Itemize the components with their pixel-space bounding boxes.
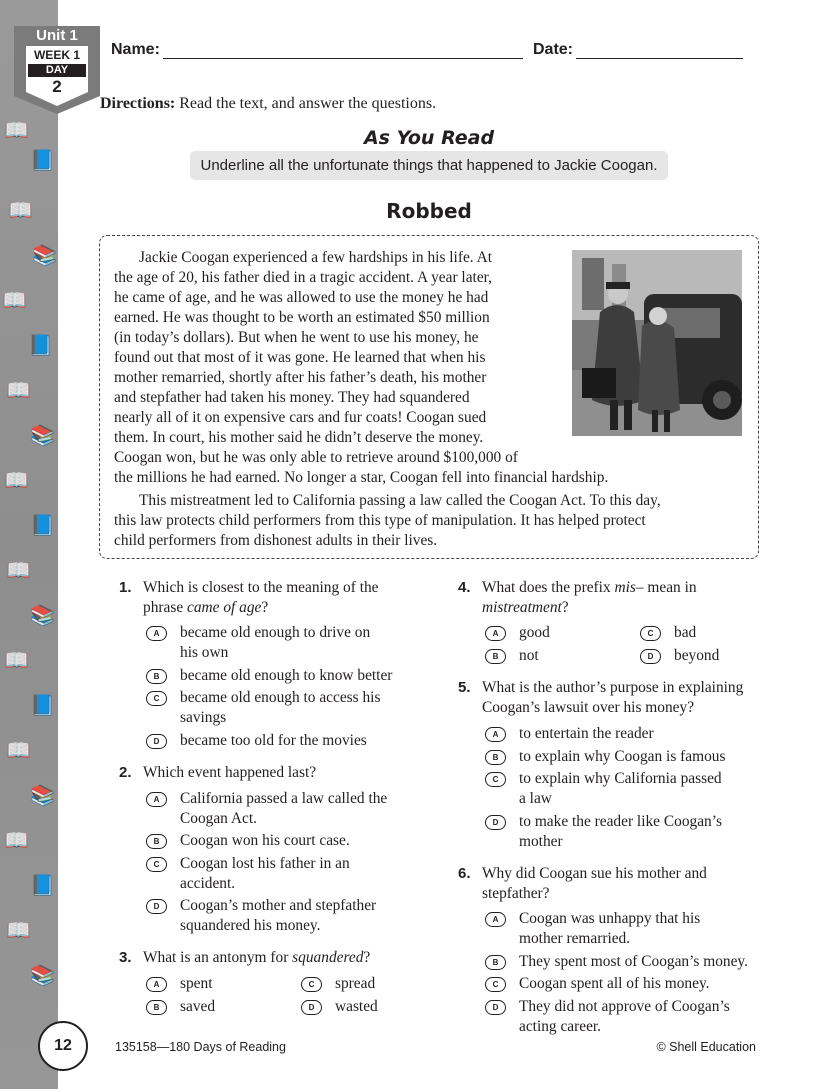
book-doodle-icon: 📖: [6, 918, 31, 942]
passage-line: earned. He was thought to be worth an estimated $50 million: [114, 309, 490, 326]
passage-line: the age of 20, his father died in a tragic accident. A year later,: [114, 269, 493, 286]
passage-title: Robbed: [386, 199, 472, 223]
answer-bubble-b[interactable]: B: [146, 834, 167, 849]
book-doodle-icon: 📚: [32, 243, 57, 267]
day-number: 2: [52, 77, 62, 96]
name-field[interactable]: [163, 58, 523, 59]
answer-option: Coogan won his court case.: [180, 832, 350, 849]
passage-line: nearly all of it on expensive cars and fur coats! Coogan sued: [114, 409, 487, 426]
option-text: to explain why California passed: [519, 770, 722, 787]
answer-option: to entertain the reader: [519, 725, 654, 742]
answer-option: [519, 909, 700, 949]
option-text: a law: [519, 790, 552, 807]
question-number: 5.: [458, 679, 471, 696]
answer-option: wasted: [335, 998, 378, 1015]
answer-bubble-c[interactable]: C: [640, 626, 661, 641]
option-text: squandered his money.: [180, 917, 321, 934]
question-text-punct: ?: [561, 598, 569, 616]
book-doodle-icon: 📖: [6, 558, 31, 582]
option-text: They did not approve of Coogan’s: [519, 998, 730, 1015]
answer-bubble-a[interactable]: A: [485, 912, 506, 927]
answer-option: good: [519, 624, 550, 641]
answer-option: beyond: [674, 647, 720, 664]
answer-bubble-b[interactable]: B: [146, 1000, 167, 1015]
answer-option: [180, 623, 370, 663]
answer-option: [519, 997, 730, 1037]
passage-line: Jackie Coogan experienced a few hardships in his life. At: [139, 249, 493, 266]
passage-line: (in today’s dollars). But when he went to use his money, he: [114, 329, 479, 346]
question-italic-term: squandered: [292, 949, 364, 966]
passage-line: he came of age, and he was allowed to use the money he had: [114, 289, 489, 306]
day-label: DAY: [28, 64, 86, 77]
book-doodle-icon: 📚: [30, 783, 55, 807]
option-text: mother: [519, 833, 563, 850]
question-2-text: Which event happened last?: [143, 764, 317, 781]
question-italic-term: came of age: [187, 598, 262, 616]
option-text: accident.: [180, 875, 236, 892]
book-doodle-icon: 📘: [30, 873, 55, 897]
answer-bubble-c[interactable]: C: [146, 857, 167, 872]
name-label: Name:: [111, 41, 160, 58]
answer-option: spread: [335, 975, 376, 992]
option-text: mother remarried.: [519, 930, 631, 947]
answer-bubble-a[interactable]: A: [146, 792, 167, 807]
answer-option: They spent most of Coogan’s money.: [519, 953, 748, 970]
jackie-coogan-photo: [572, 250, 742, 436]
question-italic-term: mistreatment: [482, 598, 562, 616]
answer-bubble-b[interactable]: B: [485, 649, 506, 664]
question-text-line: stepfather?: [482, 884, 550, 902]
directions-text: Read the text, and answer the questions.: [175, 95, 437, 112]
question-text-line: phrase: [143, 598, 188, 616]
answer-bubble-a[interactable]: A: [146, 977, 167, 992]
passage-line: This mistreatment led to California passing a law called the Coogan Act. To this day,: [139, 492, 661, 509]
answer-bubble-c[interactable]: C: [301, 977, 322, 992]
date-label: Date:: [533, 41, 574, 58]
book-doodle-icon: 📖: [2, 288, 27, 312]
passage-line: mother remarried, shortly after his father’s death, his mother: [114, 369, 487, 386]
answer-option: [180, 896, 376, 936]
answer-option: [180, 789, 387, 829]
answer-bubble-c[interactable]: C: [146, 691, 167, 706]
question-number: 3.: [119, 949, 132, 966]
unit-label: Unit 1: [36, 27, 78, 44]
question-number: 1.: [119, 579, 132, 596]
unit-week-day-badge: [14, 26, 100, 114]
answer-option: to explain why Coogan is famous: [519, 748, 726, 765]
passage-line: them. In court, his mother said he didn’t deserve the money.: [114, 429, 484, 446]
answer-option: bad: [674, 624, 697, 641]
answer-bubble-a[interactable]: A: [485, 727, 506, 742]
answer-bubble-d[interactable]: D: [485, 815, 506, 830]
question-text-line: What is the author’s purpose in explaining: [482, 679, 744, 696]
decorative-sidebar: [0, 0, 58, 1089]
answer-bubble-b[interactable]: B: [146, 669, 167, 684]
answer-option: not: [519, 647, 539, 664]
passage-line: child performers from dishonest adults in their lives.: [114, 532, 438, 549]
question-text-line: Which is closest to the meaning of the: [143, 579, 379, 596]
page-number: 12: [38, 1021, 88, 1071]
question-text-line: What does the prefix: [482, 579, 615, 596]
book-doodle-icon: 📖: [6, 378, 31, 402]
question-number: 2.: [119, 764, 132, 781]
answer-bubble-a[interactable]: A: [146, 626, 167, 641]
passage-line: found out that most of it was gone. He learned that when his: [114, 349, 486, 366]
book-doodle-icon: 📘: [30, 513, 55, 537]
book-doodle-icon: 📘: [28, 333, 53, 357]
question-1-text: [143, 578, 379, 617]
footer-book-title: 135158—180 Days of Reading: [115, 1040, 286, 1054]
answer-bubble-a[interactable]: A: [485, 626, 506, 641]
option-text: became old enough to drive on: [180, 624, 371, 641]
book-doodle-icon: 📚: [30, 603, 55, 627]
date-field[interactable]: [576, 58, 743, 59]
question-text-line: Why did Coogan sue his mother and: [482, 865, 707, 882]
answer-bubble-b[interactable]: B: [485, 955, 506, 970]
directions: [100, 95, 436, 113]
question-number: 6.: [458, 865, 471, 882]
option-text: California passed a law called the: [180, 790, 388, 807]
passage-line: and stepfather had taken his money. They had squandered: [114, 389, 470, 406]
answer-bubble-d[interactable]: D: [146, 734, 167, 749]
as-you-read-instruction: Underline all the unfortunate things that happened to Jackie Coogan.: [190, 151, 668, 180]
book-doodle-icon: 📖: [6, 738, 31, 762]
directions-label: Directions:: [100, 95, 176, 112]
answer-option: [180, 688, 380, 728]
option-text: Coogan Act.: [180, 810, 257, 827]
answer-bubble-c[interactable]: C: [485, 772, 506, 787]
question-text-punct: ?: [261, 598, 269, 616]
footer-copyright: © Shell Education: [656, 1040, 756, 1054]
book-doodle-icon: 📖: [4, 468, 29, 492]
answer-option: spent: [180, 975, 213, 992]
answer-bubble-b[interactable]: B: [485, 750, 506, 765]
passage-line: this law protects child performers from this type of manipulation. It has helped protect: [114, 512, 646, 529]
question-text-line: Coogan’s lawsuit over his money?: [482, 698, 695, 716]
answer-option: [519, 769, 722, 809]
answer-option: [519, 812, 722, 852]
option-text: Coogan lost his father in an: [180, 855, 350, 872]
book-doodle-icon: 📖: [8, 198, 33, 222]
passage-line: the millions he had earned. No longer a star, Coogan fell into financial hardship.: [114, 469, 609, 486]
option-text: savings: [180, 709, 227, 726]
passage-line: Coogan won, but he was only able to retrieve around $100,000 of: [114, 449, 518, 466]
question-number: 4.: [458, 579, 471, 596]
question-5-text: [482, 678, 743, 717]
answer-option: Coogan spent all of his money.: [519, 975, 710, 992]
question-text-line: mean in: [643, 579, 697, 596]
book-doodle-icon: 📘: [30, 148, 55, 172]
book-doodle-icon: 📖: [4, 828, 29, 852]
question-4-text: [482, 578, 697, 617]
option-text: Coogan’s mother and stepfather: [180, 897, 377, 914]
book-doodle-icon: 📚: [30, 423, 55, 447]
question-text-punct: ?: [363, 949, 371, 966]
week-label: WEEK 1: [28, 48, 86, 63]
answer-bubble-d[interactable]: D: [485, 1000, 506, 1015]
question-6-text: [482, 864, 707, 903]
answer-option: [180, 854, 350, 894]
option-text: to make the reader like Coogan’s: [519, 813, 723, 830]
as-you-read-title: As You Read: [363, 127, 495, 149]
book-doodle-icon: 📘: [30, 693, 55, 717]
answer-bubble-d[interactable]: D: [146, 899, 167, 914]
question-italic-term: mis–: [614, 579, 644, 596]
question-text-line: What is an antonym for: [143, 949, 293, 966]
answer-bubble-c[interactable]: C: [485, 977, 506, 992]
option-text: Coogan was unhappy that his: [519, 910, 701, 927]
option-text: acting career.: [519, 1018, 602, 1035]
book-doodle-icon: 📖: [4, 648, 29, 672]
question-3-text: [143, 948, 370, 968]
answer-option: saved: [180, 998, 216, 1015]
answer-bubble-d[interactable]: D: [640, 649, 661, 664]
answer-bubble-d[interactable]: D: [301, 1000, 322, 1015]
book-doodle-icon: 📖: [4, 118, 29, 142]
answer-option: became old enough to know better: [180, 667, 393, 684]
book-doodle-icon: 📚: [30, 963, 55, 987]
option-text: became old enough to access his: [180, 689, 381, 706]
answer-option: became too old for the movies: [180, 732, 367, 749]
option-text: his own: [180, 644, 229, 661]
